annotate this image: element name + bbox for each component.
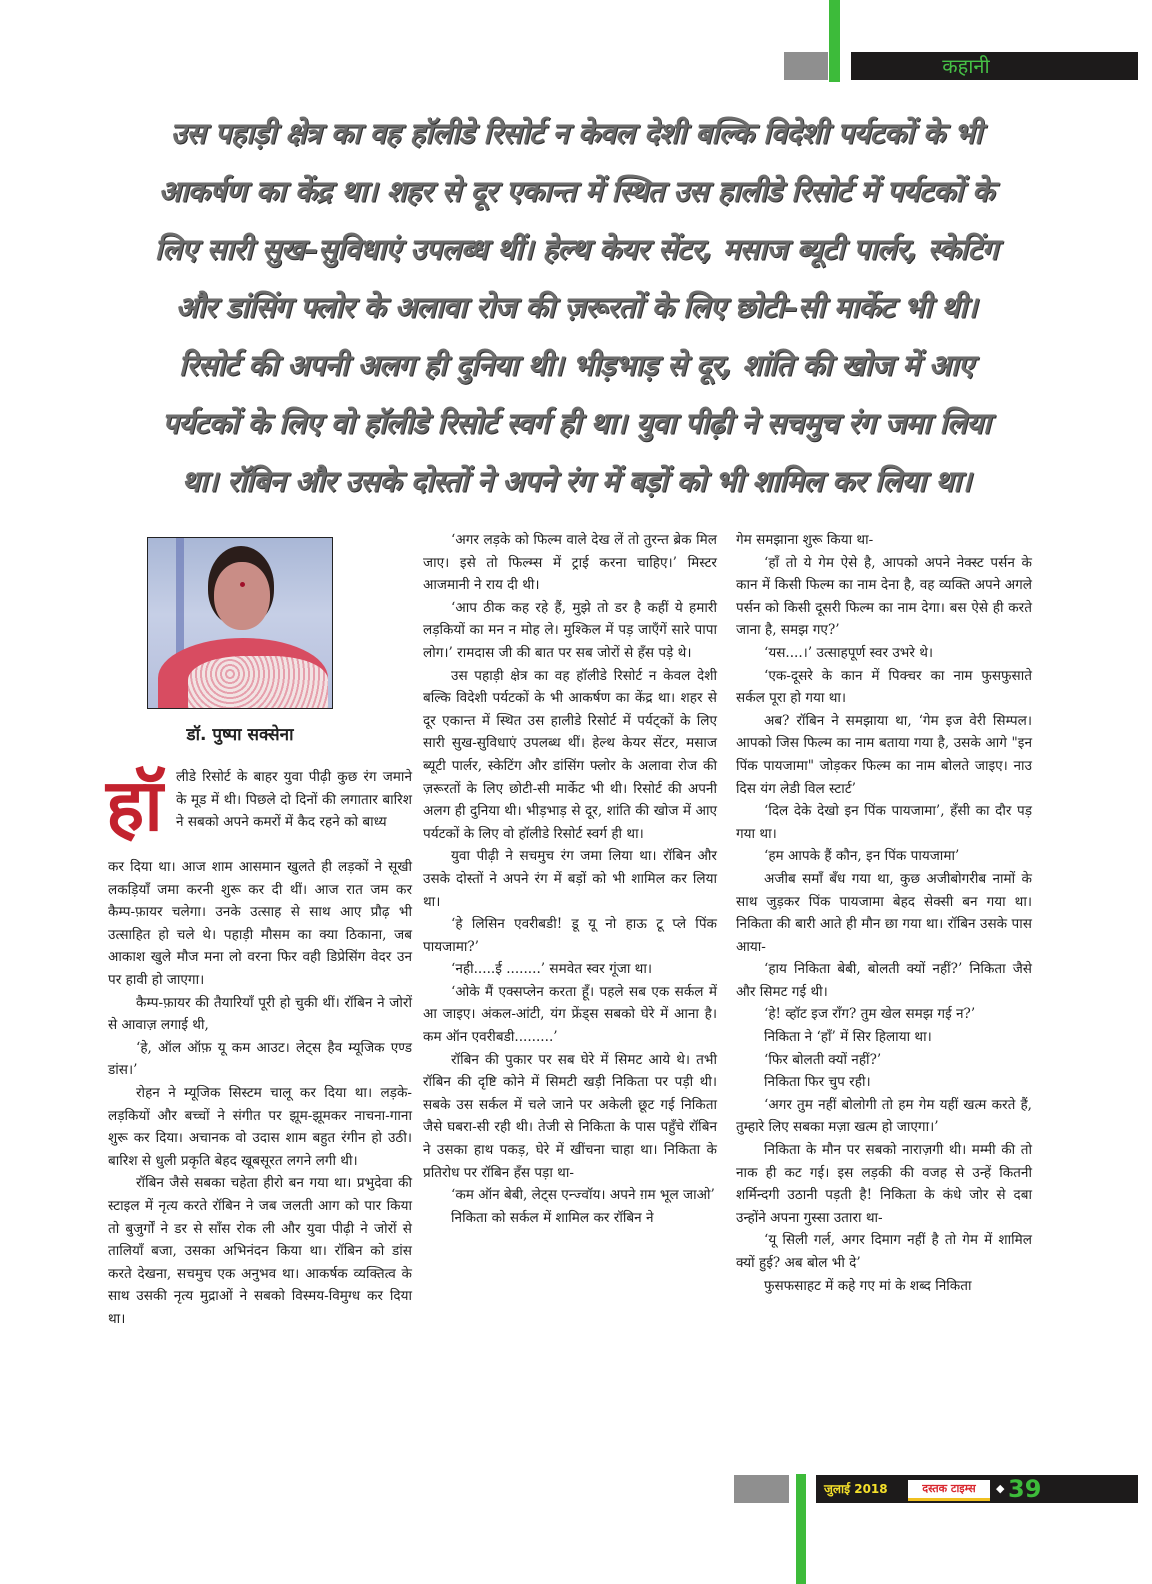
section-label: कहानी <box>942 54 990 78</box>
paragraph: ‘दिल देके देखो इन पिंक पायजामा’, हँसी का दौर पड़ गया था। <box>736 803 1032 842</box>
paragraph: ‘हे! व्हॉट इज रॉंग? तुम खेल समझ गई न?’ <box>764 1006 976 1023</box>
photo-saree <box>188 656 328 709</box>
paragraph: लीडे रिसोर्ट के बाहर युवा पीढ़ी कुछ रंग जमाने के मूड में थी। पिछले दो दिनों की लगातार बारिश ने सबको अपने कमरों में कैद रहने को बाध्य <box>176 769 412 831</box>
photo-bindi <box>240 582 245 587</box>
paragraph: ‘कम ऑन बेबी, लेट्स एन्ज्वॉय। अपने ग़म भूल जाओ’ <box>451 1187 715 1204</box>
pull-quote-line: रिसोर्ट की अपनी अलग ही दुनिया थी। भीड़भाड़ से दूर, शांति की खोज में आए <box>178 348 974 382</box>
paragraph: ‘अगर लड़के को फिल्म वाले देख लें तो तुरन्त ब्रेक मिल जाए। इसे तो फिल्म्स में ट्राई करना चाहिए।’ मिस्टर आजमानी ने राय दी थी। <box>423 532 717 594</box>
paragraph: युवा पीढ़ी ने सचमुच रंग जमा लिया था। रॉबिन और उसके दोस्तों ने अपने रंग में बड़ों को भी शामिल कर लिया था। <box>423 848 717 910</box>
pull-quote <box>110 104 1042 510</box>
page-number: 39 <box>1008 1475 1042 1503</box>
paragraph: ‘हाय निकिता बेबी, बोलती क्यों नहीं?’ निकिता जैसे और सिमट गई थी। <box>736 961 1032 1000</box>
paragraph: ‘ओके मैं एक्सप्लेन करता हूँ। पहले सब एक सर्कल में आ जाइए। अंकल-आंटी, यंग फ्रेंड्स सबको घेरे में आना है। कम ऑन एवरीबडी.........’ <box>423 983 717 1046</box>
pull-quote-line: और डांसिंग फ्लोर के अलावा रोज की ज़रूरतों के लिए छोटी–सी मार्केट भी थी। <box>175 290 977 324</box>
paragraph: रॉबिन जैसे सबका चहेता हीरो बन गया था। प्रभुदेवा की स्टाइल में नृत्य करते रॉबिन ने जब जलती आग को पार किया तो बुजुर्गों ने डर से साँस रोक ली और युवा पीढ़ी ने जोरों से तालियाँ बजा, उसका अभिनंदन किया था। रॉबिन को डांस करते देखना, सचमुच एक अनुभव था। आकर्षक व्यक्तित्व के साथ उसकी नृत्य मुद्राओं ने सबको विस्मय-विमुग्ध कर दिया था। <box>108 1175 412 1327</box>
paragraph: ‘हाँ तो ये गेम ऐसे है, आपको अपने नेक्स्ट पर्सन के कान में किसी फिल्म का नाम देना है, वह व्यक्ति अपने अगले पर्सन को किसी दूसरी फिल्म का नाम देगा। बस ऐसे ही करते जाना है, समझ गए?’ <box>736 554 1032 639</box>
paragraph: ‘फिर बोलती क्यों नहीं?’ <box>764 1051 882 1068</box>
pull-quote-line: उस पहाड़ी क्षेत्र का वह हॉलीडे रिसोर्ट न केवल देशी बल्कि विदेशी पर्यटकों के भी <box>170 116 982 150</box>
paragraph: ‘यस....।’ उत्साहपूर्ण स्वर उभरे थे। <box>764 644 934 661</box>
paragraph: ‘नही.....ई ........’ समवेत स्वर गूंजा था। <box>451 961 653 978</box>
author-photo <box>147 537 333 709</box>
magazine-logo: दस्तक टाइम्स <box>908 1480 990 1501</box>
column-1 <box>108 856 412 1330</box>
paragraph: कैम्प-फ़ायर की तैयारियाँ पूरी हो चुकी थीं। रॉबिन ने जोरों से आवाज़ लगाई थी, <box>108 994 412 1034</box>
paragraph: रॉबिन की पुकार पर सब घेरे में सिमट आये थे। तभी रॉबिन की दृष्टि कोने में सिमटी खड़ी निकिता पर पड़ी थी। सबके उस सर्कल में चले जाने पर अकेली छूट गई निकिता जैसे घबरा-सी रही थी। तेजी से निकिता के पास पहुँचे रॉबिन ने उसका हाथ पकड़, घेरे में खींचना चाहा था। निकिता के प्रतिरोध पर रॉबिन हँस पड़ा था- <box>423 1051 717 1181</box>
header-green-bar <box>829 0 840 82</box>
photo-face <box>214 562 270 630</box>
author-name: डॉ. पुष्पा सक्सेना <box>186 725 294 745</box>
pull-quote-line: पर्यटकों के लिए वो हॉलीडे रिसोर्ट स्वर्ग ही था। युवा पीढ़ी ने सचमुच रंग जमा लिया <box>162 406 990 440</box>
paragraph: फुसफसाहट में कहे गए मां के शब्द निकिता <box>764 1277 972 1294</box>
paragraph: निकिता फिर चुप रही। <box>764 1074 871 1091</box>
paragraph: ‘यू सिली गर्ल, अगर दिमाग नहीं है तो गेम में शामिल क्यों हुई? अब बोल भी दे’ <box>736 1232 1032 1271</box>
paragraph: ‘एक-दूसरे के कान में पिक्चर का नाम फुसफुसाते सर्कल पूरा हो गया था। <box>736 667 1032 707</box>
paragraph: ‘हे लिसिन एवरीबडी! डू यू नो हाऊ टू प्ले पिंक पायजामा?’ <box>423 916 717 955</box>
header-gray-block <box>784 52 828 80</box>
column-3 <box>736 529 1032 1297</box>
footer-green-bar <box>796 1474 806 1584</box>
paragraph: अजीब समाँ बँध गया था, कुछ अजीबोगरीब नामों के साथ जुड़कर पिंक पायजामा बेहद सेक्सी बन गया था। निकिता की बारी आते ही मौन छा गया था। रॉबिन उसके पास आया- <box>736 870 1032 955</box>
paragraph: रोहन ने म्यूजिक सिस्टम चालू कर दिया था। लड़के-लड़कियों और बच्चों ने संगीत पर झूम-झूमकर नाचना-गाना शुरू कर दिया। अचानक वो उदास शाम बहुत रंगीन हो उठी। बारिश से धुली प्रकृति बेहद खूबसूरत लगने लगी थी। <box>108 1084 412 1169</box>
paragraph: गेम समझाना शुरू किया था- <box>736 532 874 548</box>
paragraph: ‘आप ठीक कह रहे हैं, मुझे तो डर है कहीं ये हमारी लड़कियों का मन न मोह ले। मुश्किल में पड़ जाएँगें सारे पापा लोग।’ रामदास जी की बात पर सब जोरों से हँस पड़े थे। <box>423 599 717 661</box>
column-1-intro <box>176 766 412 834</box>
paragraph: निकिता को सर्कल में शामिल कर रॉबिन ने <box>451 1209 654 1226</box>
paragraph: उस पहाड़ी क्षेत्र का वह हॉलीडे रिसोर्ट न केवल देशी बल्कि विदेशी पर्यटकों के भी आकर्षण का केंद्र था। शहर से दूर एकान्त में स्थित उस हालीडे रिसोर्ट में पर्यट्कों के लिए सारी सुख-सुविधाएं उपलब्ध थीं। हेल्थ केयर सेंटर, मसाज ब्यूटी पार्लर, स्केटिंग और डांसिंग फ्लोर के अलावा रोज की ज़रूरतों के लिए छोटी-सी मार्केट भी थी। रिसोर्ट की अपनी अलग ही दुनिया थी। भीड़भाड़ से दूर, शांति की खोज में आए पर्यटकों के लिए वो हॉलीडे रिसोर्ट स्वर्ग ही था। <box>423 667 717 842</box>
diamond-separator-icon: ◆ <box>996 1482 1005 1495</box>
paragraph: अब? रॉबिन ने समझाया था, ‘गेम इज वेरी सिम्पल। आपको जिस फिल्म का नाम बताया गया है, उसके आगे "इन पिंक पायजामा" जोड़कर फिल्म का नाम बोलते जाइए। नाउ दिस यंग लेडी विल स्टार्ट’ <box>736 712 1032 797</box>
paragraph: कर दिया था। आज शाम आसमान खुलते ही लड़कों ने सूखी लकड़ियाँ जमा करनी शुरू कर दी थीं। आज रात जम कर कैम्प-फ़ायर चलेगा। उनके उत्साह से साथ आए प्रौढ़ भी उत्साहित हो चले थे। पहाड़ी मौसम का क्या ठिकाना, जब आकाश खुले मौज मना लो वरना फिर वही डिप्रेसिंग वेदर उन पर हावी हो जाएगा। <box>108 859 412 988</box>
paragraph: ‘हम आपके हैं कौन, इन पिंक पायजामा’ <box>764 848 960 865</box>
pull-quote-line: आकर्षण का केंद्र था। शहर से दूर एकान्त में स्थित उस हालीडे रिसोर्ट में पर्यटकों के <box>158 174 994 208</box>
footer-gray-block <box>734 1475 789 1503</box>
issue-date: जुलाई 2018 <box>824 1482 888 1496</box>
pull-quote-line: लिए सारी सुख–सुविधाएं उपलब्ध थीं। हेल्थ केयर सेंटर, मसाज ब्यूटी पार्लर, स्केटिंग <box>154 232 998 266</box>
paragraph: निकिता ने ‘हाँ’ में सिर हिलाया था। <box>764 1029 932 1046</box>
paragraph: ‘हे, ऑल ऑफ़ यू कम आउट। लेट्स हैव म्यूजिक एण्ड डांस।’ <box>108 1039 412 1079</box>
paragraph: निकिता के मौन पर सबको नाराज़गी थी। मम्मी की तो नाक ही कट गई। इस लड़की की वजह से उन्हें कितनी शर्मिन्दगी उठानी पड़ती है! निकिता के कंधे जोर से दबा उन्होंने अपना गुस्सा उतारा था- <box>736 1142 1032 1226</box>
paragraph: ‘अगर तुम नहीं बोलोगी तो हम गेम यहीं खत्म करते हैं, तुम्हारे लिए सबका मज़ा खत्म हो जाएगा।’ <box>736 1096 1032 1136</box>
pull-quote-line: था। रॉबिन और उसके दोस्तों ने अपने रंग में बड़ों को भी शामिल कर लिया था। <box>181 464 971 498</box>
column-2 <box>423 529 717 1229</box>
drop-cap: हॉ <box>106 763 163 847</box>
